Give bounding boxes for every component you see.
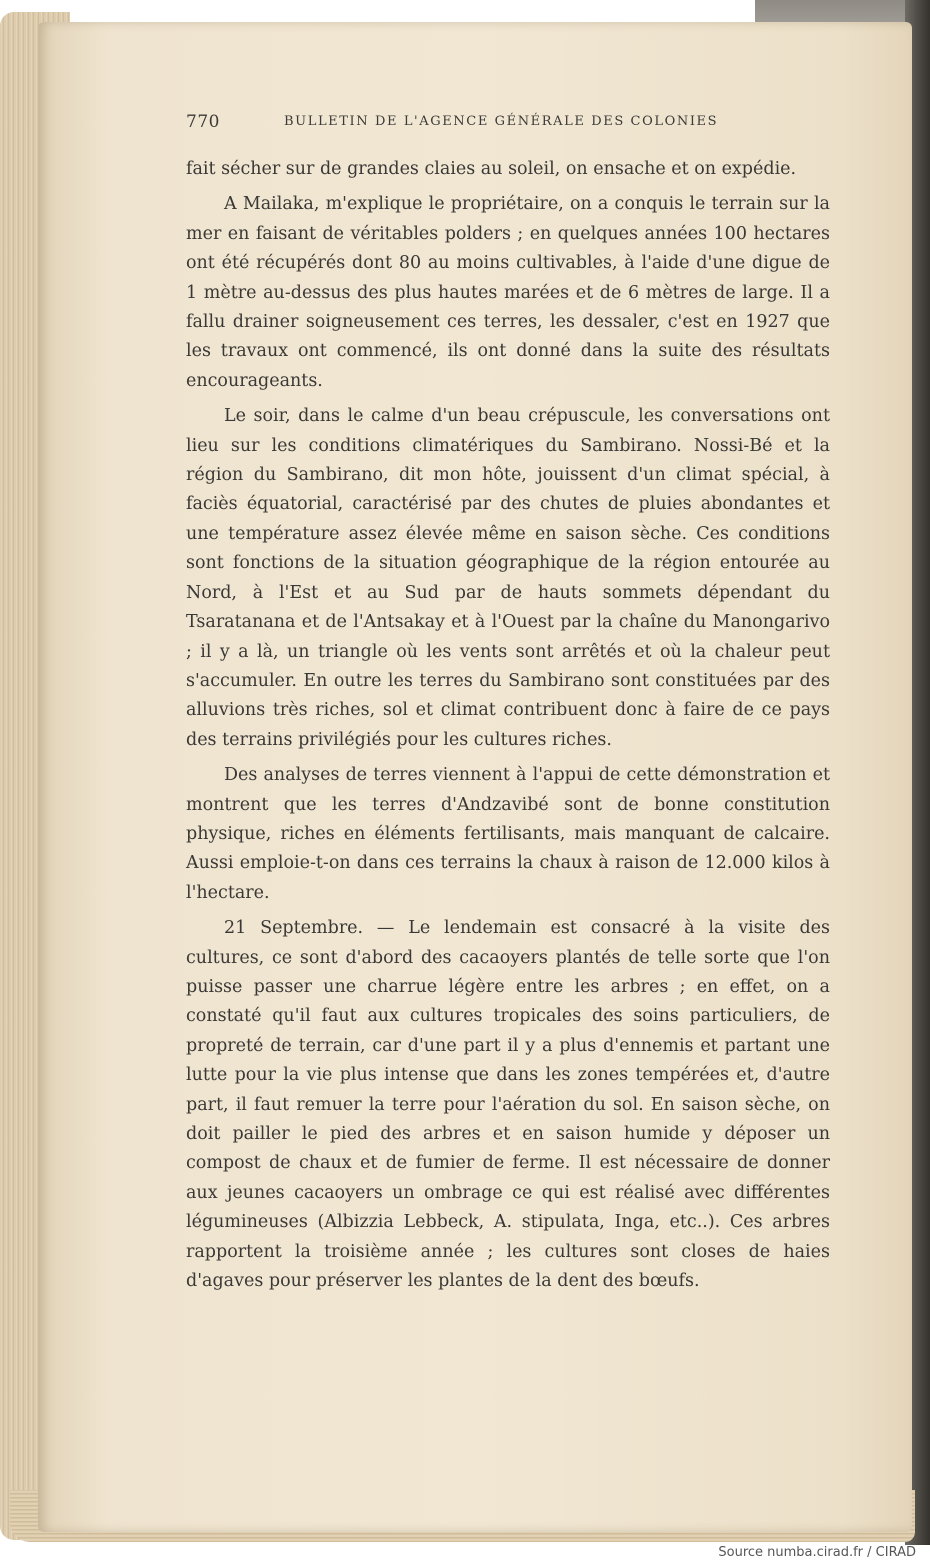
source-credit: Source numba.cirad.fr / CIRAD (718, 1545, 916, 1560)
paragraph: Le soir, dans le calme d'un beau crépuscule, les conversations ont lieu sur les conditions climatériques du Sambirano. Nossi-Bé et la région du Sambirano, dit mon hôte, jouissent d'un climat spécial, à faciès équatorial, caractérisé par des chutes de pluies abondantes et une température assez élevée même en saison sèche. Ces conditions sont fonctions de la situation géographique de la région entourée au Nord, à l'Est et au Sud par de hauts sommets dépendant du Tsaratanana et de l'Antsakay et à l'Ouest par la chaîne du Manongarivo ; il y a là, un triangle où les vents sont arrêtés et où la chaleur peut s'accumuler. En outre les terres du Sambirano sont constituées par des alluvions très riches, sol et climat contribuent donc à faire de ce pays des terrains privilégiés pour les cultures riches. (186, 406, 830, 750)
page-number: 770 (186, 112, 220, 132)
running-header (186, 112, 830, 138)
paragraph: 21 Septembre. — Le lendemain est consacré à la visite des cultures, ce sont d'abord des cacaoyers plantés de telle sorte que l'on puisse passer une charrue légère entre les arbres ; en effet, on a constaté qu'il faut aux cultures tropicales des soins particuliers, de propreté de terrain, car d'une part il y a plus d'ennemis et partant une lutte pour la vie plus intense que dans les zones tempérées et, d'autre part, il faut remuer la terre pour l'aération du sol. En saison sèche, on doit pailler le pied des arbres et en saison humide y déposer un compost de chaux et de fumier de ferme. Il est nécessaire de donner aux jeunes cacaoyers un ombrage ce qui est réalisé avec différentes légumineuses (Albizzia Lebbeck, A. stipulata, Inga, etc..). Ces arbres rapportent la troisième année ; les cultures sont closes de haies d'agaves pour préserver les plantes de la dent des bœufs. (186, 918, 830, 1292)
paragraph: fait sécher sur de grandes claies au soleil, on ensache et on expédie. (186, 159, 797, 179)
running-title: BULLETIN DE L'AGENCE GÉNÉRALE DES COLONIES (284, 114, 719, 129)
paragraph: Des analyses de terres viennent à l'appui de cette démonstration et montrent que les terres d'Andzavibé sont de bonne constitution physique, riches en éléments fertilisants, mais manquant de calcaire. Aussi emploie-t-on dans ces terrains la chaux à raison de 12.000 kilos à l'hectare. (186, 765, 830, 903)
paragraph: A Mailaka, m'explique le propriétaire, on a conquis le terrain sur la mer en faisant de véritables polders ; en quelques années 100 hectares ont été récupérés dont 80 au moins cultivables, à l'aide d'une digue de 1 mètre au-dessus des plus hautes marées et de 6 mètres de large. Il a fallu drainer soigneusement ces terres, les dessaler, c'est en 1927 que les travaux ont commencé, ils ont donné dans la suite des résultats encourageants. (186, 194, 830, 391)
body-text (186, 155, 830, 1302)
